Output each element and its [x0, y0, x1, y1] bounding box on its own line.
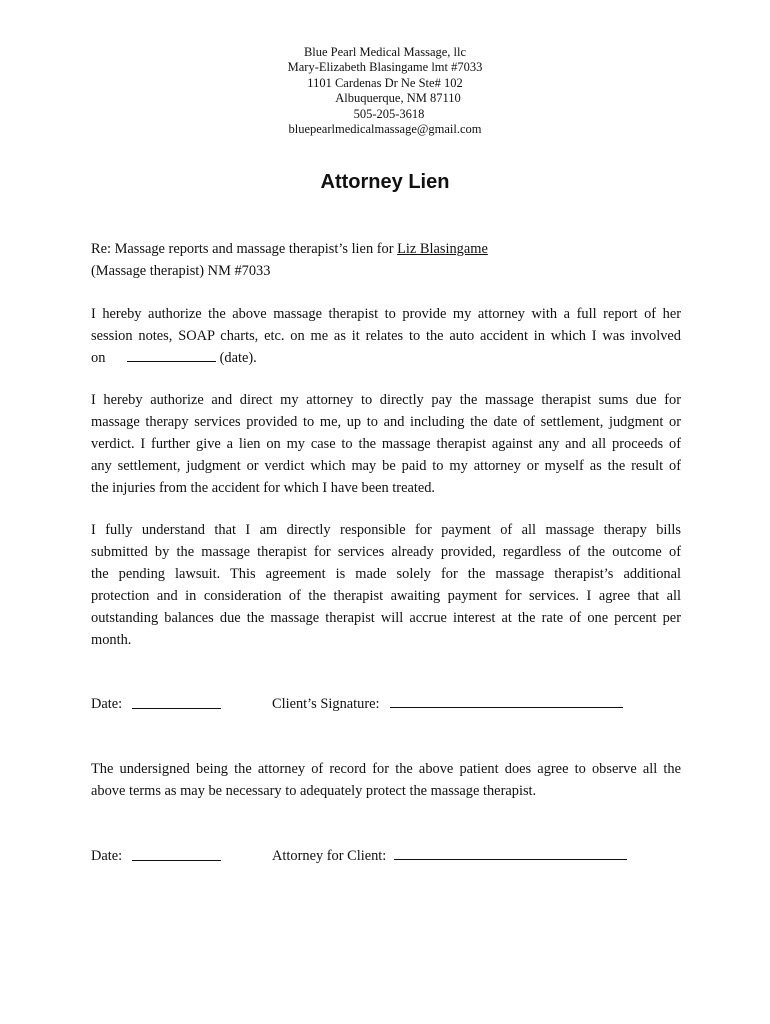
address-line-1: 1101 Cardenas Dr Ne Ste# 102: [307, 75, 463, 90]
paragraph-line: any settlement, judgment or verdict which may be paid to my attorney or myself as the result of: [91, 458, 681, 474]
paragraph-line: outstanding balances due the massage therapist will accrue interest at the rate of one percent per: [91, 610, 681, 626]
paragraph-line: session notes, SOAP charts, etc. on me as it relates to the auto accident in which I was involved: [91, 328, 681, 344]
paragraph-line: month.: [91, 632, 132, 648]
client-signature-label: Client’s Signature:: [272, 696, 380, 712]
paragraph-line: The undersigned being the attorney of record for the above patient does agree to observe all the: [91, 761, 681, 777]
paragraph-line: submitted by the massage therapist for services already provided, regardless of the outcome of: [91, 544, 681, 560]
attorney-date-blank[interactable]: [132, 846, 221, 861]
attorney-signature-field: [272, 845, 627, 867]
address-line-2: Albuquerque, NM 87110: [335, 91, 461, 106]
paragraph-line: the injuries from the accident for which I have been treated.: [91, 480, 436, 496]
re-line-1: [91, 238, 691, 260]
paragraph-payment-authorization: [91, 389, 681, 499]
paragraph-responsibility: [91, 519, 681, 651]
attorney-label: Attorney for Client:: [272, 848, 387, 864]
attorney-signature-blank[interactable]: [394, 845, 627, 860]
re-line: [91, 238, 691, 282]
paragraph-line: massage therapy services provided to me, up to and including the date of settlement, judgment or: [91, 414, 681, 430]
client-signature-blank[interactable]: [390, 693, 623, 708]
document-title: Attorney Lien: [320, 171, 450, 193]
client-date-blank[interactable]: [132, 694, 221, 709]
paragraph-line: verdict. I further give a lien on my case to the massage therapist against any and all proceeds of: [91, 436, 681, 452]
paragraph-line: [91, 347, 681, 369]
on-label: on: [91, 350, 106, 366]
client-signature-field: [272, 693, 623, 715]
paragraph-attorney-agreement: [91, 758, 681, 802]
paragraph-line: the pending lawsuit. This agreement is made solely for the massage therapist’s additional: [91, 566, 681, 582]
client-name: Liz Blasingame: [397, 241, 488, 257]
re-line-2: (Massage therapist) NM #7033: [91, 263, 271, 279]
paragraph-line: I hereby authorize and direct my attorney to directly pay the massage therapist sums due for: [91, 392, 681, 408]
paragraph-report-authorization: [91, 303, 681, 369]
re-prefix: Re: Massage reports and massage therapist’s lien for: [91, 241, 398, 257]
accident-date-blank[interactable]: [127, 347, 216, 362]
paragraph-line: I fully understand that I am directly responsible for payment of all massage therapy bills: [91, 522, 681, 538]
paragraph-line: above terms as may be necessary to adequately protect the massage therapist.: [91, 783, 537, 799]
letterhead: [0, 45, 770, 137]
attorney-date-label: Date:: [91, 848, 123, 864]
date-label: (date).: [219, 350, 257, 366]
phone-number: 505-205-3618: [353, 106, 425, 121]
client-date-label: Date:: [91, 696, 123, 712]
therapist-name: Mary-Elizabeth Blasingame lmt #7033: [287, 60, 483, 75]
email-address: bluepearlmedicalmassage@gmail.com: [288, 122, 482, 137]
paragraph-line: protection and in consideration of the therapist awaiting payment for services. I agree that all: [91, 588, 681, 604]
company-name: Blue Pearl Medical Massage, llc: [303, 45, 467, 59]
paragraph-line: I hereby authorize the above massage therapist to provide my attorney with a full report of her: [91, 306, 681, 322]
